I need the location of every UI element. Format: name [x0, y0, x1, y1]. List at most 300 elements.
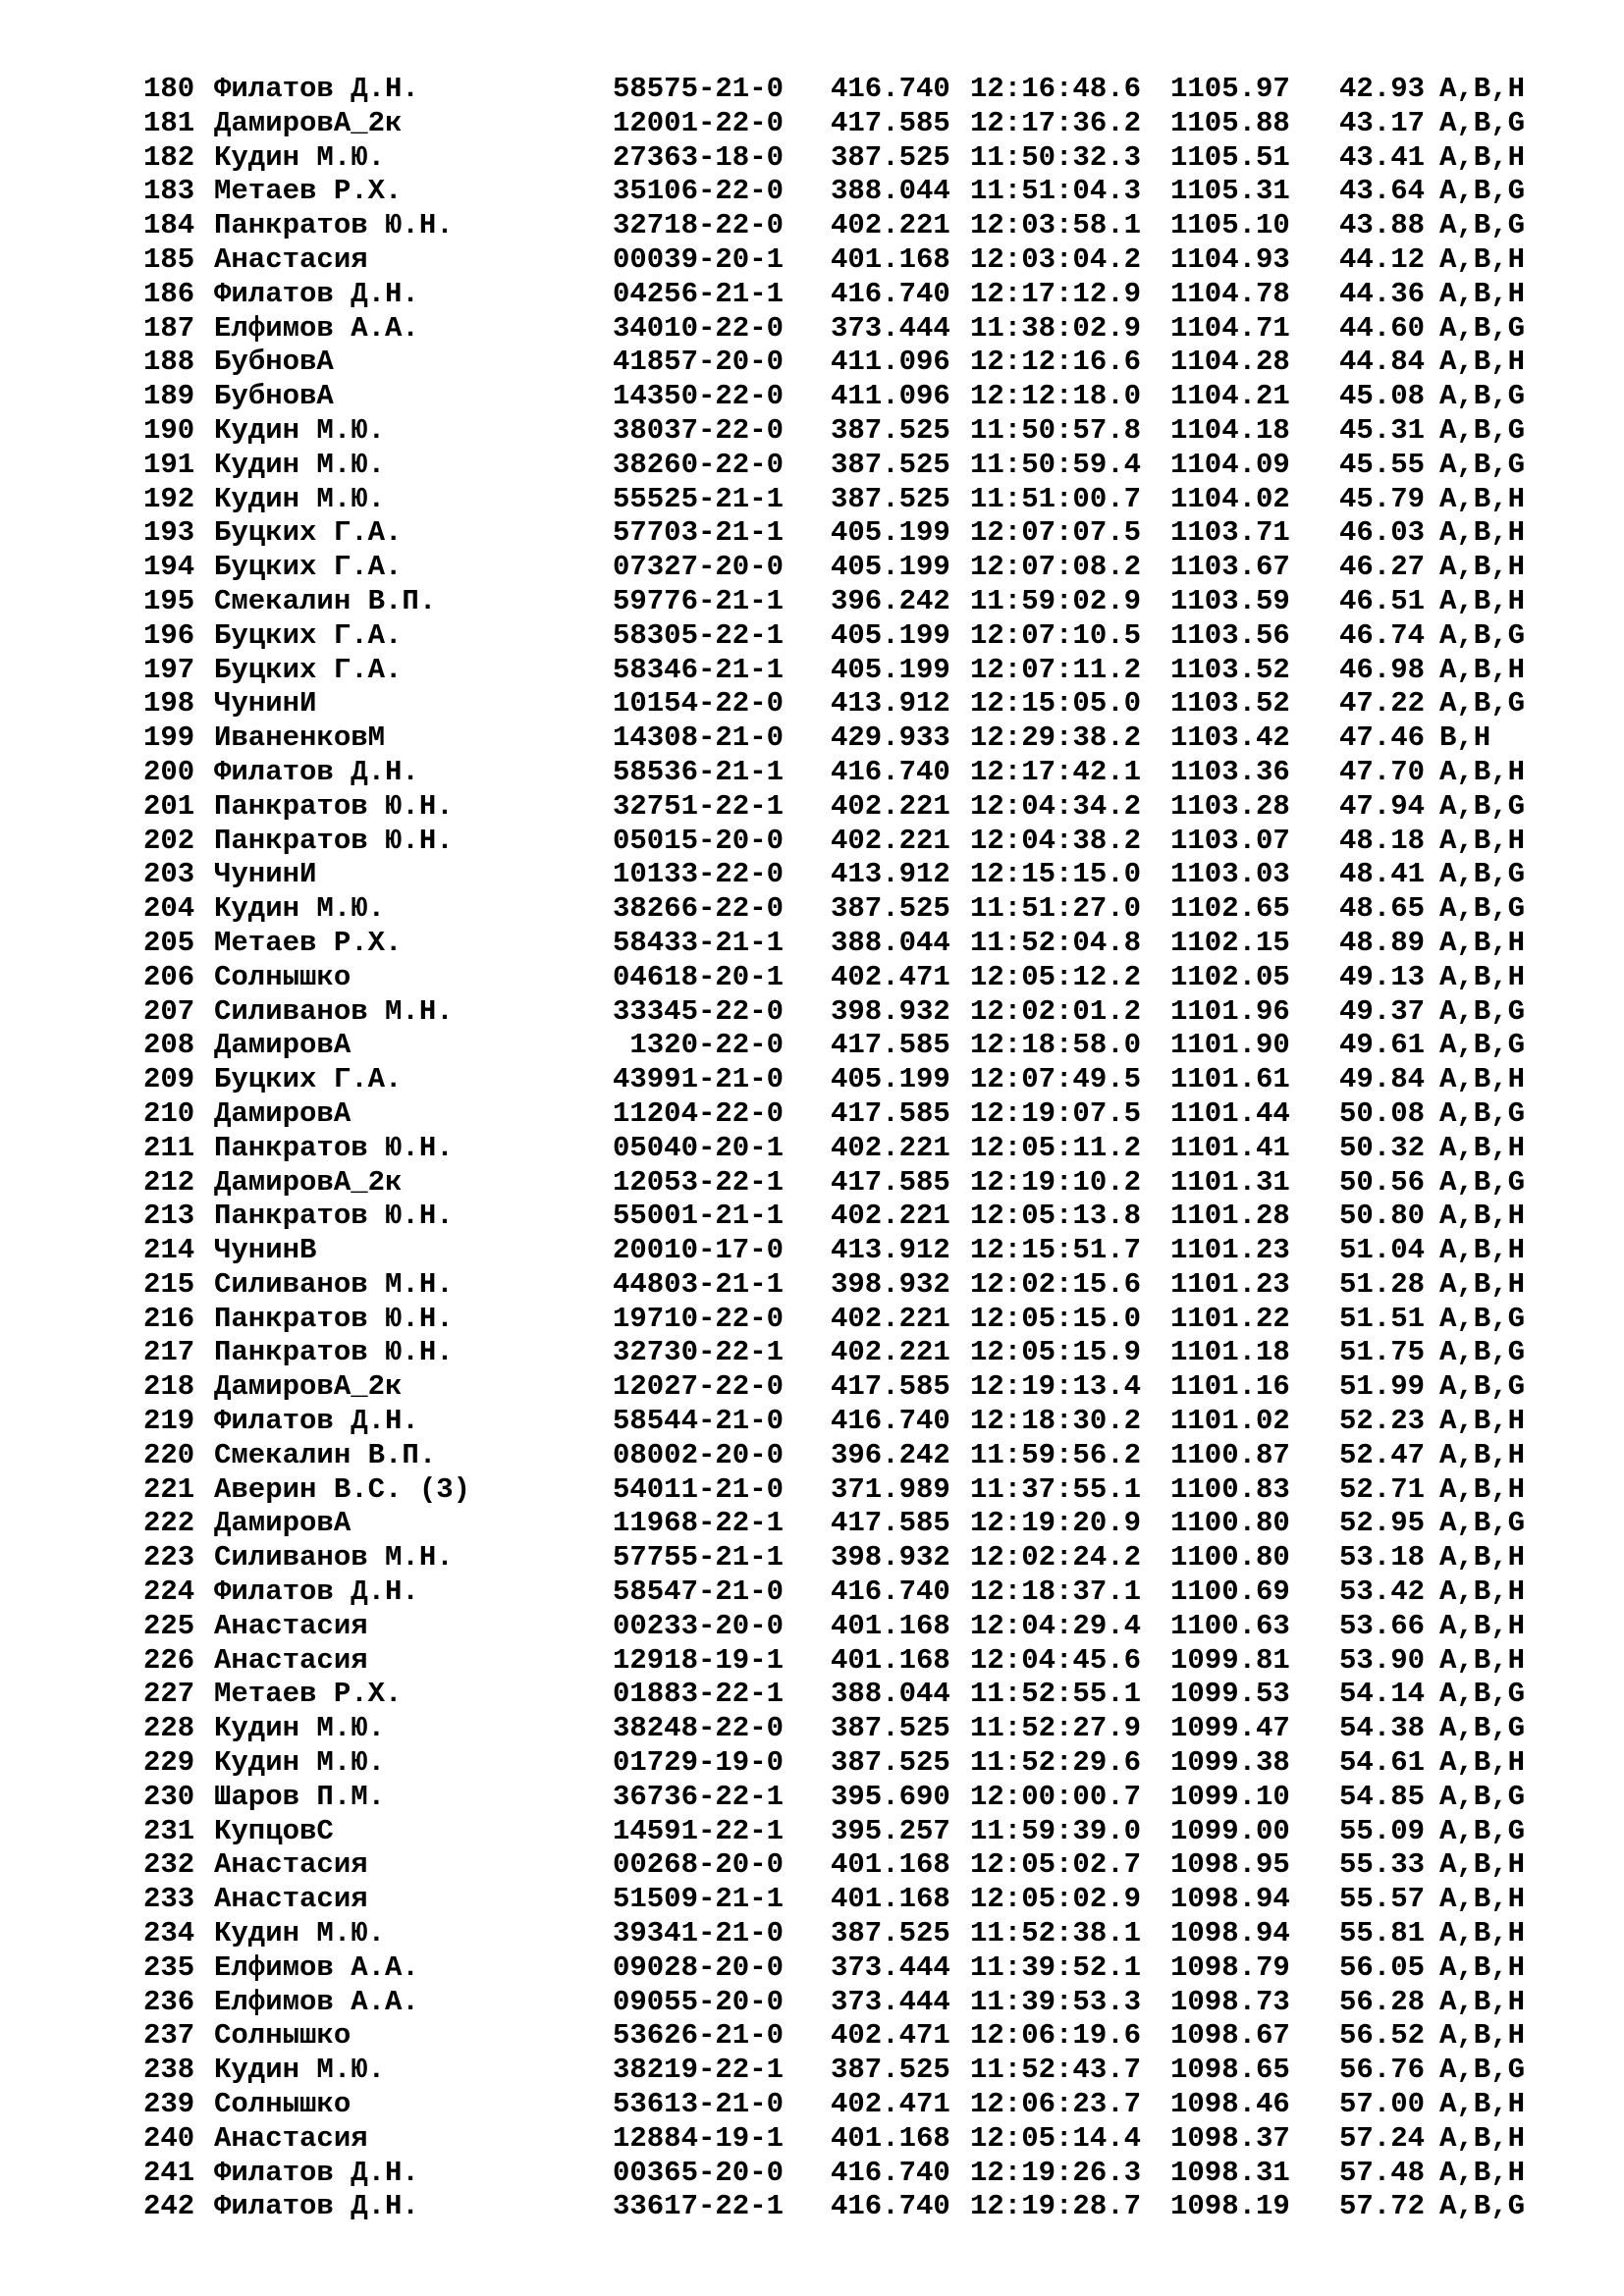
fancier-name: ДамировА_2к — [214, 1370, 403, 1404]
fancier-name: Кудин М.Ю. — [214, 448, 386, 481]
fancier-name: Кудин М.Ю. — [214, 413, 386, 447]
speed: 1101.23 — [1170, 1267, 1290, 1301]
place: 241 — [143, 2156, 195, 2189]
percent: 43.41 — [1339, 140, 1426, 174]
table-row — [143, 1370, 1538, 1405]
ring-number: 33617-22-1 — [612, 2190, 784, 2223]
table-row — [143, 1746, 1538, 1781]
percent: 46.51 — [1339, 584, 1426, 617]
arrival-time: 12:04:34.2 — [970, 789, 1142, 823]
fancier-name: ДамировА_2к — [214, 106, 403, 139]
percent: 48.18 — [1339, 824, 1426, 857]
fancier-name: Солнышко — [214, 2088, 352, 2121]
ring-number: 38037-22-0 — [612, 413, 784, 447]
speed: 1103.28 — [1170, 789, 1290, 823]
percent: 43.88 — [1339, 209, 1426, 242]
table-row — [143, 1132, 1538, 1166]
groups: A,B,H — [1439, 653, 1526, 686]
speed: 1100.83 — [1170, 1472, 1290, 1506]
groups: A,B,G — [1439, 1336, 1526, 1369]
arrival-time: 12:04:45.6 — [970, 1643, 1142, 1677]
place: 211 — [143, 1131, 195, 1164]
distance: 405.199 — [831, 551, 950, 584]
percent: 50.08 — [1339, 1096, 1426, 1130]
table-row — [143, 892, 1538, 927]
distance: 387.525 — [831, 2054, 950, 2087]
distance: 373.444 — [831, 1985, 950, 2018]
percent: 57.48 — [1339, 2156, 1426, 2189]
table-row — [143, 1610, 1538, 1644]
arrival-time: 12:07:07.5 — [970, 516, 1142, 550]
distance: 387.525 — [831, 1712, 950, 1745]
groups: A,B,H — [1439, 1609, 1526, 1642]
place: 194 — [143, 551, 195, 584]
speed: 1101.02 — [1170, 1405, 1290, 1438]
groups: A,B,H — [1439, 926, 1526, 959]
speed: 1100.69 — [1170, 1575, 1290, 1609]
groups: A,B,G — [1439, 1712, 1526, 1745]
place: 185 — [143, 242, 195, 276]
distance: 413.912 — [831, 687, 950, 721]
place: 227 — [143, 1678, 195, 1711]
ring-number: 38219-22-1 — [612, 2054, 784, 2087]
groups: A,B,G — [1439, 1507, 1526, 1540]
groups: A,B,H — [1439, 1917, 1526, 1950]
arrival-time: 12:05:12.2 — [970, 960, 1142, 993]
distance: 395.690 — [831, 1780, 950, 1813]
arrival-time: 11:52:43.7 — [970, 2054, 1142, 2087]
arrival-time: 12:02:24.2 — [970, 1541, 1142, 1575]
percent: 45.55 — [1339, 448, 1426, 481]
ring-number: 27363-18-0 — [612, 140, 784, 174]
fancier-name: Панкратов Ю.Н. — [214, 209, 454, 242]
table-row — [143, 1029, 1538, 1063]
place: 223 — [143, 1541, 195, 1575]
distance: 416.740 — [831, 73, 950, 105]
ring-number: 01883-22-1 — [612, 1678, 784, 1711]
speed: 1103.52 — [1170, 687, 1290, 721]
groups: A,B,G — [1439, 1814, 1526, 1847]
fancier-name: Анастасия — [214, 1609, 368, 1642]
table-row — [143, 2088, 1538, 2122]
arrival-time: 12:05:14.4 — [970, 2121, 1142, 2155]
table-row — [143, 209, 1538, 243]
fancier-name: Силиванов М.Н. — [214, 994, 454, 1028]
speed: 1101.16 — [1170, 1370, 1290, 1404]
fancier-name: БубновА — [214, 346, 334, 379]
percent: 53.90 — [1339, 1643, 1426, 1677]
table-row — [143, 858, 1538, 892]
place: 192 — [143, 482, 195, 515]
arrival-time: 12:05:02.9 — [970, 1883, 1142, 1916]
arrival-time: 12:15:05.0 — [970, 687, 1142, 721]
arrival-time: 12:05:02.7 — [970, 1848, 1142, 1882]
fancier-name: ДамировА_2к — [214, 1165, 403, 1199]
ring-number: 54011-21-0 — [612, 1472, 784, 1506]
table-row — [143, 1541, 1538, 1575]
distance: 387.525 — [831, 140, 950, 174]
table-row — [143, 483, 1538, 517]
ring-number: 04256-21-1 — [612, 277, 784, 310]
percent: 55.81 — [1339, 1917, 1426, 1950]
table-row — [143, 961, 1538, 995]
percent: 51.28 — [1339, 1267, 1426, 1301]
ring-number: 12001-22-0 — [612, 106, 784, 139]
speed: 1103.71 — [1170, 516, 1290, 550]
percent: 53.18 — [1339, 1541, 1426, 1575]
distance: 396.242 — [831, 584, 950, 617]
place: 231 — [143, 1814, 195, 1847]
percent: 45.31 — [1339, 413, 1426, 447]
place: 217 — [143, 1336, 195, 1369]
percent: 42.93 — [1339, 73, 1426, 105]
place: 198 — [143, 687, 195, 721]
distance: 373.444 — [831, 1950, 950, 1984]
distance: 417.585 — [831, 1165, 950, 1199]
distance: 417.585 — [831, 1029, 950, 1062]
speed: 1101.41 — [1170, 1131, 1290, 1164]
distance: 398.932 — [831, 1541, 950, 1575]
fancier-name: Буцких Г.А. — [214, 551, 403, 584]
percent: 46.03 — [1339, 516, 1426, 550]
fancier-name: КупцовС — [214, 1814, 334, 1847]
percent: 57.72 — [1339, 2190, 1426, 2223]
fancier-name: Метаев Р.Х. — [214, 175, 403, 208]
groups: A,B,H — [1439, 1848, 1526, 1882]
distance: 416.740 — [831, 2156, 950, 2189]
ring-number: 1320-22-0 — [629, 1029, 784, 1062]
ring-number: 58547-21-0 — [612, 1575, 784, 1609]
table-row — [143, 380, 1538, 414]
ring-number: 10133-22-0 — [612, 858, 784, 891]
ring-number: 14591-22-1 — [612, 1814, 784, 1847]
fancier-name: Филатов Д.Н. — [214, 755, 419, 788]
table-row — [143, 1200, 1538, 1234]
percent: 47.46 — [1339, 721, 1426, 755]
percent: 49.37 — [1339, 994, 1426, 1028]
speed: 1099.81 — [1170, 1643, 1290, 1677]
arrival-time: 11:52:27.9 — [970, 1712, 1142, 1745]
groups: A,B,G — [1439, 1096, 1526, 1130]
percent: 56.76 — [1339, 2054, 1426, 2087]
speed: 1098.79 — [1170, 1950, 1290, 1984]
place: 234 — [143, 1917, 195, 1950]
distance: 416.740 — [831, 1575, 950, 1609]
groups: A,B,G — [1439, 1678, 1526, 1711]
distance: 402.221 — [831, 209, 950, 242]
speed: 1099.00 — [1170, 1814, 1290, 1847]
ring-number: 55001-21-1 — [612, 1200, 784, 1233]
arrival-time: 12:05:15.0 — [970, 1302, 1142, 1335]
speed: 1105.51 — [1170, 140, 1290, 174]
speed: 1105.10 — [1170, 209, 1290, 242]
arrival-time: 12:15:15.0 — [970, 858, 1142, 891]
ring-number: 10154-22-0 — [612, 687, 784, 721]
table-row — [143, 243, 1538, 278]
speed: 1101.22 — [1170, 1302, 1290, 1335]
place: 202 — [143, 824, 195, 857]
groups: A,B,G — [1439, 2190, 1526, 2223]
groups: A,B,H — [1439, 1405, 1526, 1438]
arrival-time: 12:19:07.5 — [970, 1096, 1142, 1130]
percent: 55.09 — [1339, 1814, 1426, 1847]
place: 208 — [143, 1029, 195, 1062]
arrival-time: 12:07:10.5 — [970, 618, 1142, 652]
speed: 1104.18 — [1170, 413, 1290, 447]
table-row — [143, 449, 1538, 483]
percent: 44.36 — [1339, 277, 1426, 310]
speed: 1101.61 — [1170, 1063, 1290, 1096]
speed: 1101.96 — [1170, 994, 1290, 1028]
table-row — [143, 2122, 1538, 2157]
percent: 52.23 — [1339, 1405, 1426, 1438]
groups: A,B,G — [1439, 994, 1526, 1028]
table-row — [143, 141, 1538, 176]
groups: A,B,G — [1439, 789, 1526, 823]
arrival-time: 11:39:53.3 — [970, 1985, 1142, 2018]
groups: A,B,H — [1439, 1541, 1526, 1575]
place: 212 — [143, 1165, 195, 1199]
percent: 49.84 — [1339, 1063, 1426, 1096]
ring-number: 55525-21-1 — [612, 482, 784, 515]
distance: 398.932 — [831, 1267, 950, 1301]
table-row — [143, 1883, 1538, 1917]
table-row — [143, 2190, 1538, 2224]
table-row — [143, 1848, 1538, 1883]
arrival-time: 12:19:10.2 — [970, 1165, 1142, 1199]
table-row — [143, 1951, 1538, 1986]
distance: 405.199 — [831, 653, 950, 686]
speed: 1099.10 — [1170, 1780, 1290, 1813]
groups: A,B,H — [1439, 1200, 1526, 1233]
percent: 56.05 — [1339, 1950, 1426, 1984]
groups: A,B,H — [1439, 1643, 1526, 1677]
table-row — [143, 551, 1538, 585]
percent: 44.12 — [1339, 242, 1426, 276]
arrival-time: 12:19:13.4 — [970, 1370, 1142, 1404]
distance: 417.585 — [831, 1096, 950, 1130]
place: 214 — [143, 1234, 195, 1267]
fancier-name: Кудин М.Ю. — [214, 482, 386, 515]
fancier-name: Елфимов А.А. — [214, 1950, 419, 1984]
groups: A,B,G — [1439, 175, 1526, 208]
arrival-time: 12:19:20.9 — [970, 1507, 1142, 1540]
table-row — [143, 2157, 1538, 2191]
table-row — [143, 107, 1538, 141]
ring-number: 08002-20-0 — [612, 1438, 784, 1471]
speed: 1104.02 — [1170, 482, 1290, 515]
place: 236 — [143, 1985, 195, 2018]
place: 225 — [143, 1609, 195, 1642]
distance: 388.044 — [831, 1678, 950, 1711]
arrival-time: 12:07:49.5 — [970, 1063, 1142, 1096]
speed: 1103.56 — [1170, 618, 1290, 652]
place: 237 — [143, 2019, 195, 2053]
speed: 1098.94 — [1170, 1917, 1290, 1950]
speed: 1098.73 — [1170, 1985, 1290, 2018]
percent: 54.85 — [1339, 1780, 1426, 1813]
place: 205 — [143, 926, 195, 959]
table-row — [143, 1678, 1538, 1712]
fancier-name: Силиванов М.Н. — [214, 1541, 454, 1575]
place: 204 — [143, 892, 195, 926]
distance: 417.585 — [831, 106, 950, 139]
arrival-time: 11:52:04.8 — [970, 926, 1142, 959]
place: 207 — [143, 994, 195, 1028]
table-row — [143, 1781, 1538, 1815]
place: 190 — [143, 413, 195, 447]
groups: A,B,H — [1439, 346, 1526, 379]
distance: 401.168 — [831, 2121, 950, 2155]
speed: 1105.97 — [1170, 73, 1290, 105]
distance: 395.257 — [831, 1814, 950, 1847]
place: 201 — [143, 789, 195, 823]
place: 233 — [143, 1883, 195, 1916]
place: 197 — [143, 653, 195, 686]
ring-number: 00365-20-0 — [612, 2156, 784, 2189]
fancier-name: ДамировА — [214, 1096, 352, 1130]
ring-number: 58305-22-1 — [612, 618, 784, 652]
speed: 1098.94 — [1170, 1883, 1290, 1916]
groups: A,B,H — [1439, 516, 1526, 550]
distance: 402.471 — [831, 2019, 950, 2053]
speed: 1102.15 — [1170, 926, 1290, 959]
arrival-time: 12:07:11.2 — [970, 653, 1142, 686]
fancier-name: Панкратов Ю.Н. — [214, 1131, 454, 1164]
percent: 51.51 — [1339, 1302, 1426, 1335]
fancier-name: ЧунинВ — [214, 1234, 317, 1267]
table-row — [143, 1303, 1538, 1337]
arrival-time: 12:06:23.7 — [970, 2088, 1142, 2121]
fancier-name: Кудин М.Ю. — [214, 140, 386, 174]
arrival-time: 11:52:29.6 — [970, 1746, 1142, 1780]
distance: 417.585 — [831, 1370, 950, 1404]
table-row — [143, 414, 1538, 449]
fancier-name: Филатов Д.Н. — [214, 277, 419, 310]
arrival-time: 11:51:00.7 — [970, 482, 1142, 515]
speed: 1103.42 — [1170, 721, 1290, 755]
percent: 47.70 — [1339, 755, 1426, 788]
percent: 48.41 — [1339, 858, 1426, 891]
table-row — [143, 1097, 1538, 1132]
place: 219 — [143, 1405, 195, 1438]
groups: A,B,G — [1439, 106, 1526, 139]
speed: 1099.47 — [1170, 1712, 1290, 1745]
place: 210 — [143, 1096, 195, 1130]
place: 188 — [143, 346, 195, 379]
fancier-name: Метаев Р.Х. — [214, 1678, 403, 1711]
groups: A,B,H — [1439, 824, 1526, 857]
table-row — [143, 756, 1538, 790]
arrival-time: 12:15:51.7 — [970, 1234, 1142, 1267]
fancier-name: Солнышко — [214, 960, 352, 993]
ring-number: 58433-21-1 — [612, 926, 784, 959]
fancier-name: Филатов Д.Н. — [214, 2156, 419, 2189]
arrival-time: 12:18:58.0 — [970, 1029, 1142, 1062]
arrival-time: 12:12:18.0 — [970, 380, 1142, 413]
groups: A,B,H — [1439, 2019, 1526, 2053]
fancier-name: Смекалин В.П. — [214, 584, 437, 617]
groups: A,B,G — [1439, 858, 1526, 891]
distance: 402.221 — [831, 1131, 950, 1164]
table-row — [143, 1336, 1538, 1370]
place: 206 — [143, 960, 195, 993]
percent: 45.08 — [1339, 380, 1426, 413]
ring-number: 14308-21-0 — [612, 721, 784, 755]
place: 226 — [143, 1643, 195, 1677]
fancier-name: Метаев Р.Х. — [214, 926, 403, 959]
fancier-name: Панкратов Ю.Н. — [214, 824, 454, 857]
fancier-name: Силиванов М.Н. — [214, 1267, 454, 1301]
groups: A,B,G — [1439, 448, 1526, 481]
speed: 1102.65 — [1170, 892, 1290, 926]
place: 228 — [143, 1712, 195, 1745]
arrival-time: 12:19:28.7 — [970, 2190, 1142, 2223]
table-row — [143, 790, 1538, 825]
fancier-name: Елфимов А.А. — [214, 1985, 419, 2018]
ring-number: 07327-20-0 — [612, 551, 784, 584]
ring-number: 39341-21-0 — [612, 1917, 784, 1950]
ring-number: 35106-22-0 — [612, 175, 784, 208]
percent: 49.61 — [1339, 1029, 1426, 1062]
distance: 402.471 — [831, 2088, 950, 2121]
place: 242 — [143, 2190, 195, 2223]
place: 181 — [143, 106, 195, 139]
table-row — [143, 516, 1538, 551]
place: 218 — [143, 1370, 195, 1404]
ring-number: 11204-22-0 — [612, 1096, 784, 1130]
table-row — [143, 1815, 1538, 1849]
groups: A,B,H — [1439, 1063, 1526, 1096]
percent: 43.17 — [1339, 106, 1426, 139]
groups: A,B,G — [1439, 892, 1526, 926]
arrival-time: 12:19:26.3 — [970, 2156, 1142, 2189]
ring-number: 58346-21-1 — [612, 653, 784, 686]
percent: 57.24 — [1339, 2121, 1426, 2155]
groups: A,B,H — [1439, 551, 1526, 584]
distance: 402.221 — [831, 1302, 950, 1335]
fancier-name: Анастасия — [214, 1848, 368, 1882]
fancier-name: Филатов Д.Н. — [214, 1405, 419, 1438]
table-row — [143, 927, 1538, 961]
percent: 45.79 — [1339, 482, 1426, 515]
ring-number: 32718-22-0 — [612, 209, 784, 242]
percent: 57.00 — [1339, 2088, 1426, 2121]
fancier-name: Филатов Д.Н. — [214, 2190, 419, 2223]
percent: 54.38 — [1339, 1712, 1426, 1745]
groups: A,B,H — [1439, 1438, 1526, 1471]
speed: 1104.09 — [1170, 448, 1290, 481]
ring-number: 57703-21-1 — [612, 516, 784, 550]
place: 209 — [143, 1063, 195, 1096]
ring-number: 53613-21-0 — [612, 2088, 784, 2121]
percent: 54.14 — [1339, 1678, 1426, 1711]
ring-number: 12053-22-1 — [612, 1165, 784, 1199]
table-row — [143, 825, 1538, 859]
ring-number: 58544-21-0 — [612, 1405, 784, 1438]
place: 235 — [143, 1950, 195, 1984]
percent: 56.52 — [1339, 2019, 1426, 2053]
arrival-time: 12:04:29.4 — [970, 1609, 1142, 1642]
place: 191 — [143, 448, 195, 481]
place: 230 — [143, 1780, 195, 1813]
distance: 388.044 — [831, 175, 950, 208]
fancier-name: Кудин М.Ю. — [214, 892, 386, 926]
fancier-name: Анастасия — [214, 2121, 368, 2155]
groups: A,B,G — [1439, 1165, 1526, 1199]
percent: 50.56 — [1339, 1165, 1426, 1199]
speed: 1103.36 — [1170, 755, 1290, 788]
